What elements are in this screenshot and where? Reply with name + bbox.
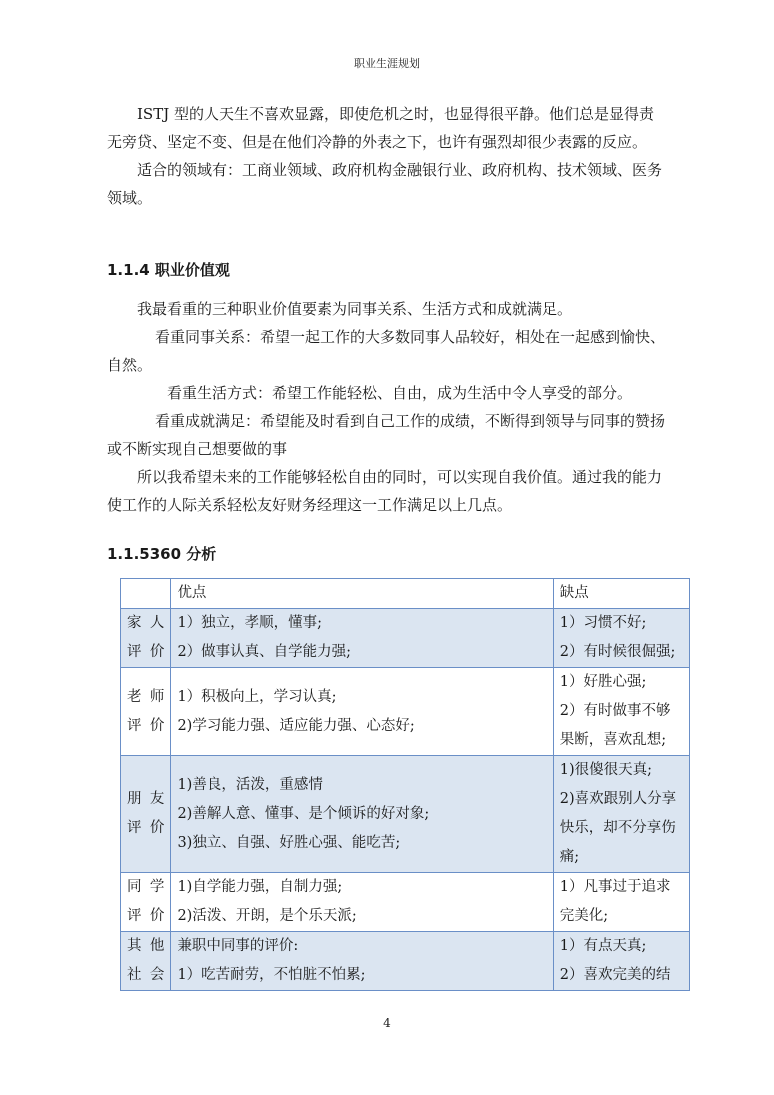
row-cons: 1）习惯不好; 2）有时候很倔强; — [553, 609, 689, 668]
table-header-blank — [121, 579, 171, 609]
page-header: 职业生涯规划 — [354, 57, 420, 70]
row-pros: 1）独立，孝顺，懂事; 2）做事认真、自学能力强; — [171, 609, 553, 668]
table-row — [121, 609, 690, 668]
row-cons: 1）好胜心强; 2）有时做事不够果断，喜欢乱想; — [553, 668, 689, 756]
row-label: 老 师 评价 — [121, 668, 171, 756]
table-row — [121, 932, 690, 991]
values-paragraph-4: 看重成就满足：希望能及时看到自己工作的成绩，不断得到领导与同事的赞扬或不断实现自己想要做的事 — [107, 412, 666, 458]
career-values-section — [107, 295, 667, 519]
page-number: 4 — [383, 1016, 391, 1030]
values-paragraph-3: 看重生活方式：希望工作能轻松、自由，成为生活中令人享受的部分。 — [167, 384, 633, 402]
table-row — [121, 873, 690, 932]
heading-career-values: 1.1.4 职业价值观 — [107, 261, 230, 279]
row-label: 朋 友 评价 — [121, 756, 171, 873]
intro-paragraph-2: 适合的领域有：工商业领域、政府机构金融银行业、政府机构、技术领域、医务领域。 — [107, 161, 663, 207]
evaluation-table — [120, 578, 690, 991]
table-row — [121, 756, 690, 873]
row-label: 其 他 社 会 — [121, 932, 171, 991]
intro-paragraph-1: ISTJ 型的人天生不喜欢显露，即使危机之时，也显得很平静。他们总是显得责无旁贷、坚定不变、但是在他们冷静的外表之下，也许有强烈却很少表露的反应。 — [107, 105, 654, 151]
table-header-pros: 优点 — [171, 579, 553, 609]
row-pros: 兼职中同事的评价: 1）吃苦耐劳，不怕脏不怕累; — [171, 932, 553, 991]
row-label: 家 人 评价 — [121, 609, 171, 668]
row-cons: 1)很傻很天真; 2)喜欢跟别人分享快乐，却不分享伤痛; — [553, 756, 689, 873]
values-paragraph-5: 所以我希望未来的工作能够轻松自由的同时，可以实现自我价值。通过我的能力使工作的人际关系轻松友好财务经理这一工作满足以上几点。 — [107, 468, 663, 514]
row-cons: 1）凡事过于追求完美化; — [553, 873, 689, 932]
row-cons: 1）有点天真; 2）喜欢完美的结 — [553, 932, 689, 991]
row-pros: 1)自学能力强，自制力强; 2)活泼、开朗，是个乐天派; — [171, 873, 553, 932]
table-header-row — [121, 579, 690, 609]
table-header-cons: 缺点 — [553, 579, 689, 609]
values-paragraph-2: 看重同事关系：希望一起工作的大多数同事人品较好，相处在一起感到愉快、自然。 — [107, 328, 666, 374]
heading-360-analysis: 1.1.5360 分析 — [107, 545, 217, 563]
values-paragraph-1: 我最看重的三种职业价值要素为同事关系、生活方式和成就满足。 — [137, 300, 573, 318]
intro-section — [107, 100, 667, 212]
row-pros: 1)善良，活泼，重感情 2)善解人意、懂事、是个倾诉的好对象; 3)独立、自强、好胜心强、能吃苦; — [171, 756, 553, 873]
row-pros: 1）积极向上，学习认真; 2)学习能力强、适应能力强、心态好; — [171, 668, 553, 756]
table-row — [121, 668, 690, 756]
row-label: 同 学 评价 — [121, 873, 171, 932]
